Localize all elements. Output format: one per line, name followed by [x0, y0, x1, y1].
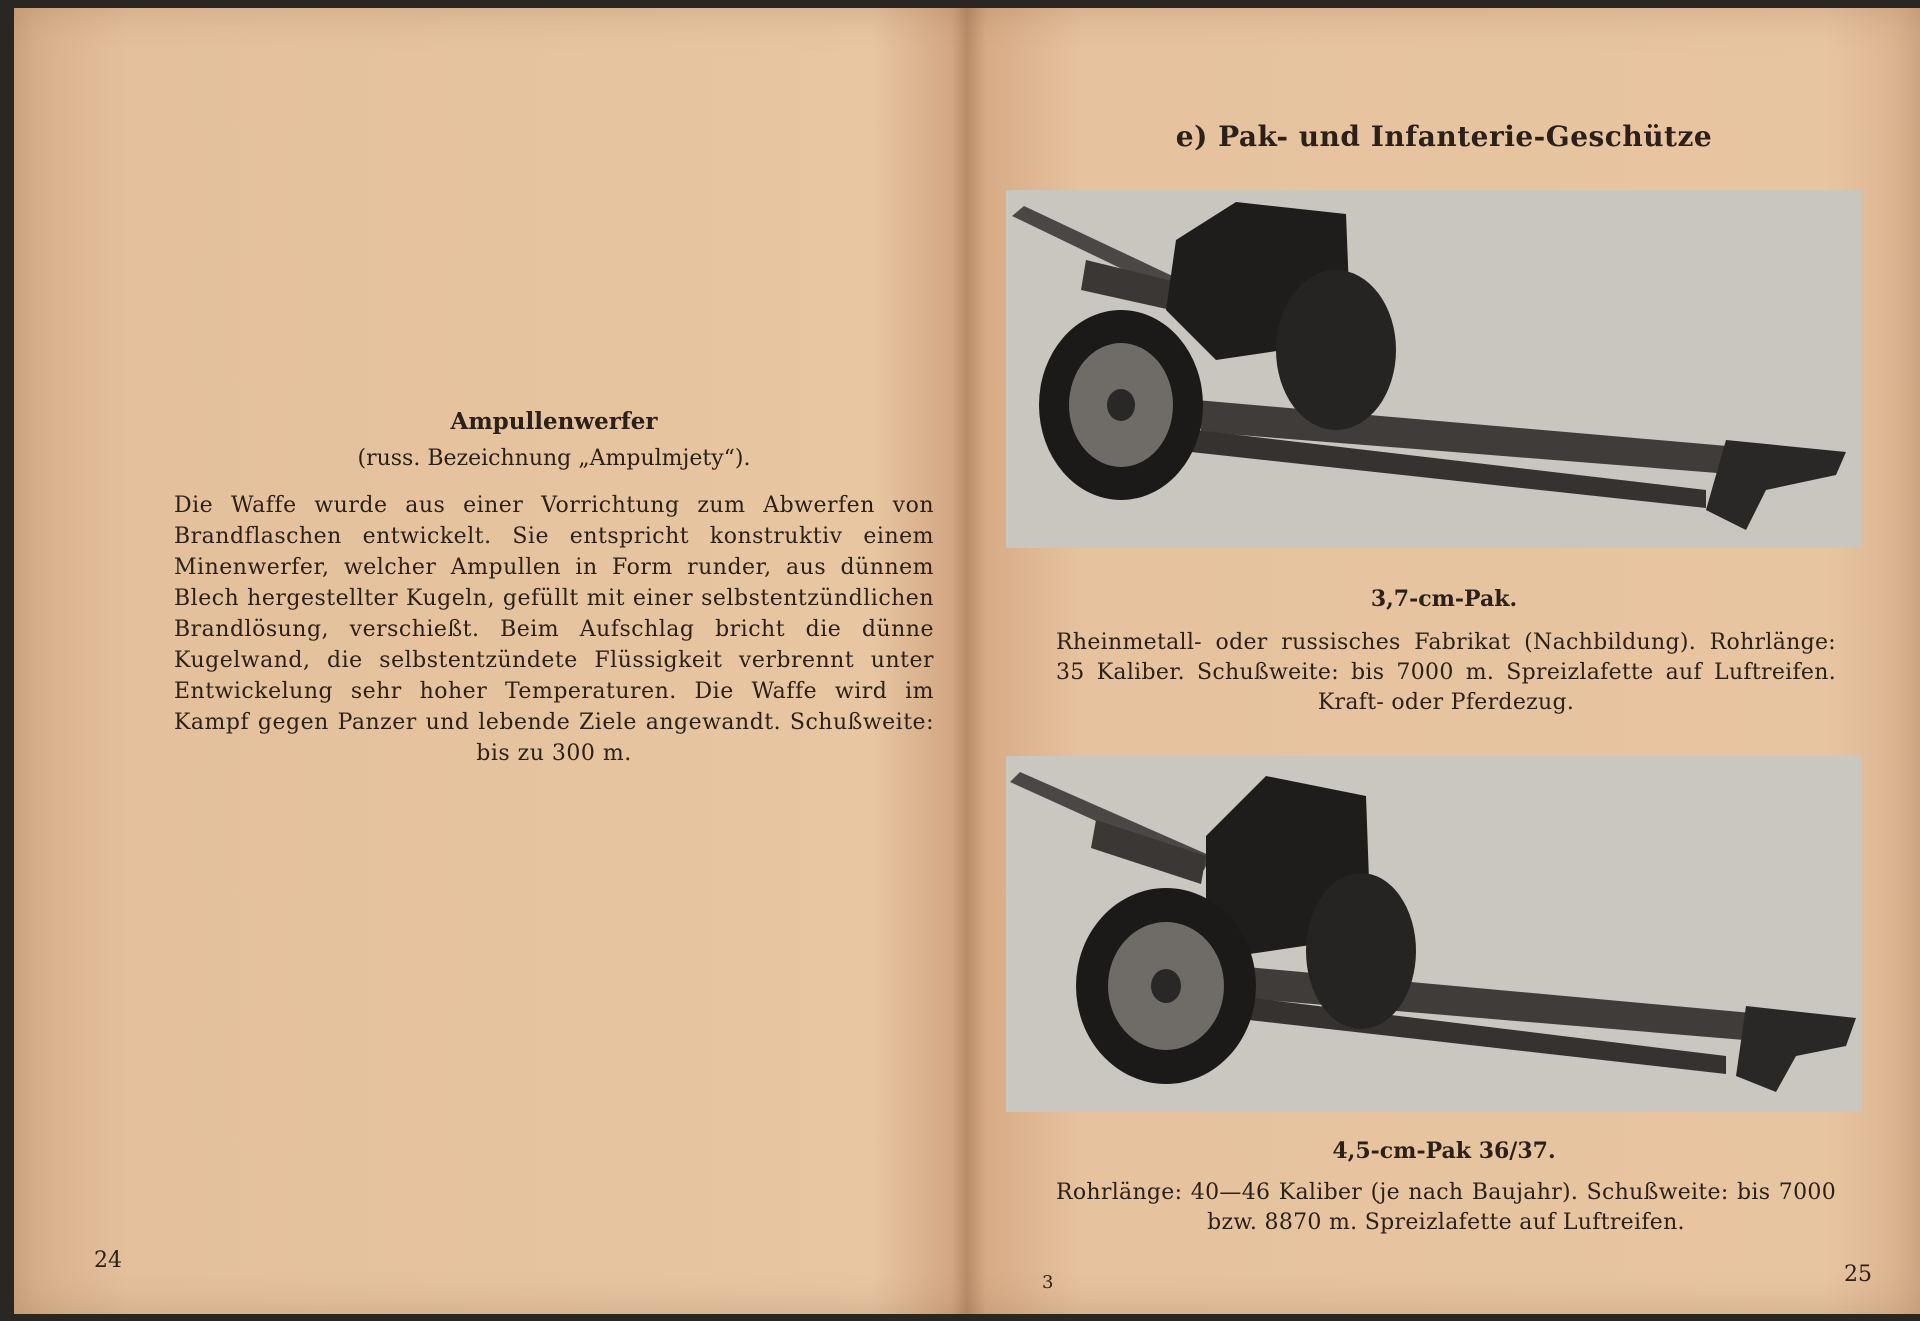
anti-tank-gun-photo-2 [1006, 756, 1862, 1112]
anti-tank-gun-photo-1 [1006, 190, 1862, 548]
page-number-right: 25 [1844, 1262, 1872, 1287]
entry-body-text: Die Waffe wurde aus einer Vorrichtung zum Abwerfen von Brandflaschen entwickelt. Sie entspricht konstruktiv einem Minenwerfer, welcher Ampullen in Form runder, aus dünnem Blech hergestellter Kugeln, gefüllt mit einer selbstentzündlichen Brandlösung, verschießt. Beim Aufschlag bricht die dünne Kugelwand, die selbstentzündete Flüssigkeit verbrennt unter Entwickelung sehr hoher Temperaturen. Die Waffe wird im Kampf gegen Panzer und lebende Ziele angewandt. Schußweite: bis zu 300 m. [174, 493, 934, 766]
section-title: e) Pak- und Infanterie-Geschütze [1175, 120, 1713, 153]
caption-text-2: Rohrlänge: 40—46 Kaliber (je nach Baujahr). Schußweite: bis 7000 bzw. 8870 m. Spreizlafette auf Luftreifen. [1056, 1180, 1836, 1235]
caption-text-1: Rheinmetall- oder russisches Fabrikat (Nachbildung). Rohrlänge: 35 Kaliber. Schußweite: bis 7000 m. Spreizlafette auf Luftreifen. Kraft- oder Pferdezug. [1056, 630, 1836, 715]
entry-subtitle: (russ. Bezeichnung „Ampulmjety“). [357, 446, 751, 471]
right-page [974, 8, 1920, 1314]
entry-title: Ampullenwerfer [450, 408, 658, 435]
page-number-left: 24 [94, 1248, 122, 1273]
signature-mark: 3 [1042, 1272, 1054, 1293]
left-page [14, 8, 964, 1314]
caption-title-1: 3,7-cm-Pak. [1370, 586, 1518, 612]
caption-title-2: 4,5-cm-Pak 36/37. [1332, 1138, 1556, 1164]
book-spread [14, 8, 1920, 1314]
